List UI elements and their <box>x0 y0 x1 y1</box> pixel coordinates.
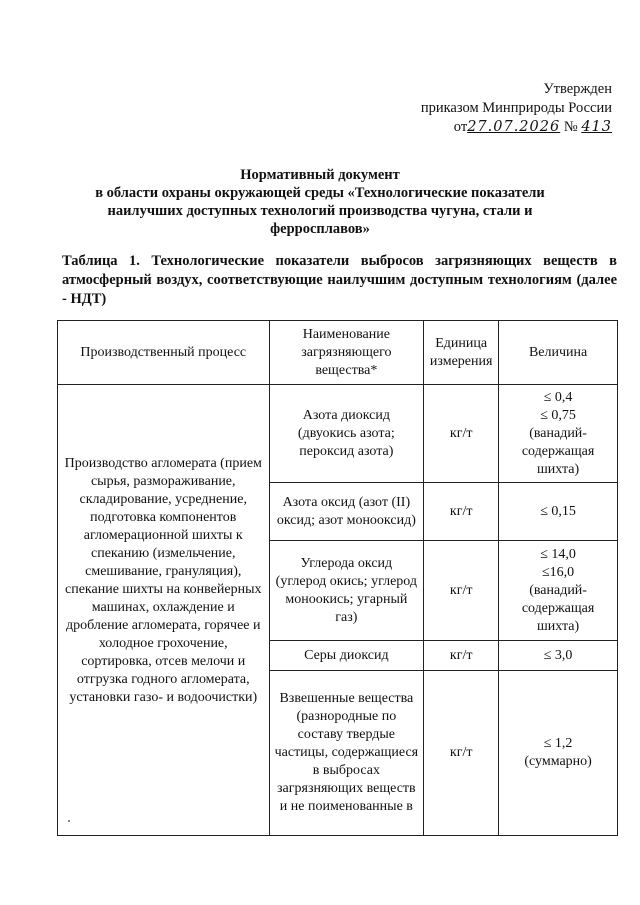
process-cell: Производство агломерата (прием сырья, размораживание, складирование, усреднение, подготовка компонентов агломерационной шихты к спеканию (измельчение, смешивание, грануляция), спекание шихты на конвейерных машинах, охлаждение и дробление агломерата, горячее и холодное грохочение, сортировка, отсев мелочи и отгрузка годного агломерата, установки газо- и водоочистки) <box>58 385 270 836</box>
emissions-table <box>57 320 618 836</box>
unit-cell: кг/т <box>424 483 499 541</box>
unit-cell: кг/т <box>424 385 499 483</box>
substance-cell: Взвешенные вещества (разнородные по составу твердые частицы, содержащиеся в выбросах загрязняющих веществ и не поименованные в <box>269 671 424 836</box>
document-title-line: Нормативный документ <box>240 167 400 183</box>
value-cell: ≤ 1,2 (суммарно) <box>499 671 618 836</box>
number-prefix: № <box>563 119 578 135</box>
approval-line-2: приказом Минприроды России <box>420 100 612 116</box>
unit-cell: кг/т <box>424 641 499 671</box>
value-cell: ≤ 0,4 ≤ 0,75 (ванадий-содержащая шихта) <box>499 385 618 483</box>
substance-cell: Азота оксид (азот (II) оксид; азот монооксид) <box>269 483 424 541</box>
table-row <box>58 385 618 483</box>
value-cell: ≤ 3,0 <box>499 641 618 671</box>
handwritten-number: 413 <box>581 119 612 135</box>
substance-cell: Серы диоксид <box>269 641 424 671</box>
unit-cell: кг/т <box>424 541 499 641</box>
scan-speck <box>68 820 70 822</box>
header-substance: Наименование загрязняющего вещества* <box>269 321 424 385</box>
document-title-line: в области охраны окружающей среды «Технологические показатели <box>95 185 545 201</box>
document-title <box>70 166 570 238</box>
value-cell: ≤ 0,15 <box>499 483 618 541</box>
date-prefix: от <box>453 119 468 135</box>
approval-line-1: Утвержден <box>543 81 612 97</box>
value-cell: ≤ 14,0 ≤16,0 (ванадий-содержащая шихта) <box>499 541 618 641</box>
approval-block <box>421 80 612 137</box>
handwritten-date: 27.07.2026 <box>467 119 561 135</box>
unit-cell: кг/т <box>424 671 499 836</box>
header-unit: Единица измерения <box>424 321 499 385</box>
substance-cell: Азота диоксид (двуокись азота; пероксид азота) <box>269 385 424 483</box>
table-caption: Таблица 1. Технологические показатели выбросов загрязняющих веществ в атмосферный воздух, соответствующие наилучшим доступным технологиям (далее - НДТ) <box>62 253 617 307</box>
document-title-line: ферросплавов» <box>270 221 370 237</box>
document-title-line: наилучших доступных технологий производства чугуна, стали и <box>107 203 533 219</box>
header-value: Величина <box>499 321 618 385</box>
table-header-row <box>58 321 618 385</box>
substance-cell: Углерода оксид (углерод окись; углерод моноокись; угарный газ) <box>269 541 424 641</box>
approval-date-line <box>421 118 612 137</box>
header-process: Производственный процесс <box>58 321 270 385</box>
